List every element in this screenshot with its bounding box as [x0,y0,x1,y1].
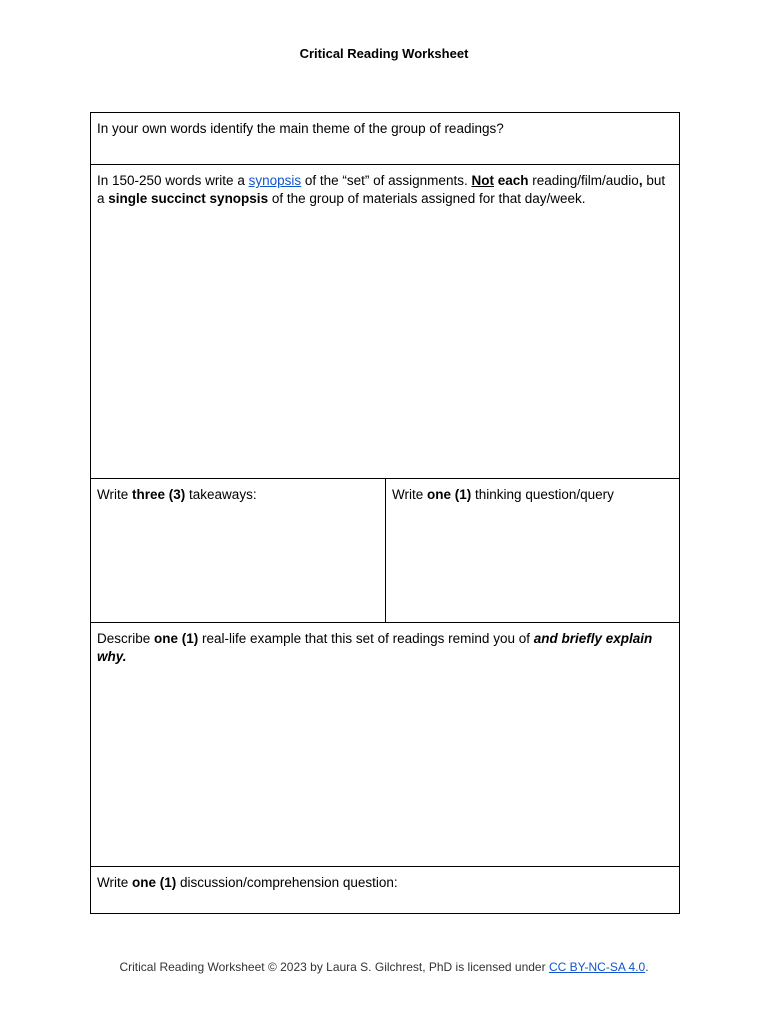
theme-field[interactable] [91,113,680,165]
discussion-question-prompt: Write one (1) discussion/comprehension question: [97,875,398,890]
theme-prompt: In your own words identify the main theme of the group of readings? [97,121,504,136]
synopsis-link[interactable]: synopsis [248,173,302,188]
worksheet-table [90,112,680,914]
page-title: Critical Reading Worksheet [299,46,469,61]
takeaways-field[interactable] [91,479,386,623]
license-link[interactable]: CC BY-NC-SA 4.0 [548,960,646,974]
synopsis-field[interactable] [91,165,680,479]
synopsis-prompt: In 150-250 words write a synopsis of the “set” of assignments. Not each reading/film/audio, but a single succinct synopsis of the group of materials assigned for that day/week. [97,173,666,206]
takeaways-prompt: Write three (3) takeaways: [97,487,257,502]
real-life-example-field[interactable] [91,623,680,867]
footer-text: Critical Reading Worksheet © 2023 by Laura S. Gilchrest, PhD is licensed under [119,960,549,974]
thinking-question-prompt: Write one (1) thinking question/query [392,487,614,502]
thinking-question-field[interactable] [386,479,680,623]
real-life-example-prompt: Describe one (1) real-life example that this set of readings remind you of and briefly explain why. [97,631,653,664]
license-footer: Critical Reading Worksheet © 2023 by Laura S. Gilchrest, PhD is licensed under CC BY-NC-SA 4.0. [119,960,649,974]
discussion-question-field[interactable] [91,867,680,914]
